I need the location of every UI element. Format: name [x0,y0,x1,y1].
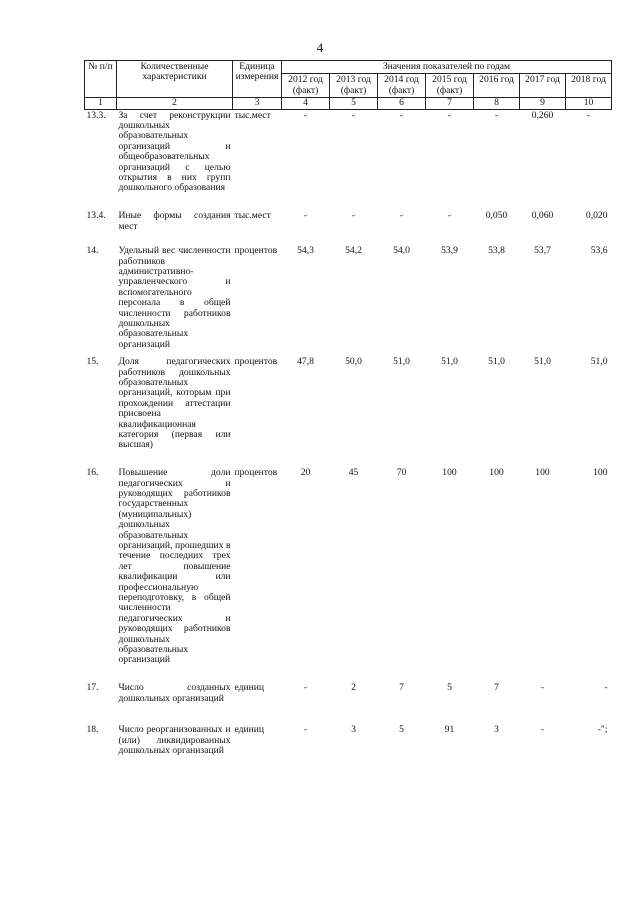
row-value: 53,9 [441,245,458,257]
page-number: 4 [316,40,324,55]
row-value: 53,7 [534,245,551,257]
row-value: 20 [300,467,311,479]
row-label: Доля педагогических работников дошкольных образовательных организаций, которым при прохождении аттестации присвоена квалификационная категория (первая или высшая) [118,356,231,451]
column-number: 2 [117,98,233,109]
table-row [85,682,612,724]
row-value: 0,050 [485,210,508,222]
header-year: 2016 год [474,74,520,98]
row-unit: процентов [234,245,278,257]
row-value: 100 [535,467,550,479]
table-row [85,724,612,774]
table-row [85,210,612,245]
row-value: - [303,724,308,736]
row-value: - [494,109,499,121]
column-number: 3 [233,98,282,109]
header-year: 2017 год [520,74,566,98]
row-value: 91 [444,724,455,736]
row-label: За счет реконструкции дошкольных образовательных организаций и общеобразовательных организаций с целью открытия в них групп дошкольного образования [118,109,231,194]
row-value: 7 [494,682,499,694]
row-value: 50,0 [345,356,362,368]
row-number: 13.3. [86,109,106,121]
row-value: 100 [489,467,504,479]
row-number: 18. [86,724,99,736]
column-number: 7 [426,98,474,109]
row-value: 0,020 [585,210,608,222]
row-value: - [586,109,591,121]
column-numbers-row [85,98,612,109]
row-unit: тыс.мест [234,109,271,121]
row-value: 3 [351,724,356,736]
header-year: 2018 год [566,74,612,98]
row-value: - [447,210,452,222]
row-value: 51,0 [534,356,551,368]
row-unit: единиц [234,724,265,736]
row-value: 5 [447,682,452,694]
row-value: 3 [494,724,499,736]
row-value: - [540,682,545,694]
row-value: 0,060 [531,210,554,222]
row-value: - [399,210,404,222]
row-value: 51,0 [393,356,410,368]
column-number: 4 [282,98,330,109]
row-value: 51,0 [441,356,458,368]
column-number: 6 [378,98,426,109]
table-row [85,109,612,210]
table-row [85,467,612,682]
row-value: -"; [597,724,608,736]
header-unit: Единица измерения [233,61,282,98]
header-year: 2012 год (факт) [282,74,330,98]
row-unit: единиц [234,682,265,694]
row-value: 70 [396,467,407,479]
row-value: - [351,109,356,121]
row-value: 7 [399,682,404,694]
row-value: 100 [442,467,457,479]
row-value: 0,260 [531,109,554,121]
header-num: № п/п [85,61,117,98]
row-value: 47,8 [297,356,314,368]
row-number: 14. [86,245,99,257]
row-value: - [399,109,404,121]
row-value: 53,8 [488,245,505,257]
row-value: - [351,210,356,222]
row-number: 17. [86,682,99,694]
row-value: 54,0 [393,245,410,257]
column-number: 1 [85,98,117,109]
row-value: 54,3 [297,245,314,257]
indicators-table [84,60,612,774]
header-year: 2015 год (факт) [426,74,474,98]
row-number: 16. [86,467,99,479]
row-label: Удельный вес численности работников административно-управленческого и вспомогательного персонала в общей численности работников дошкольных образовательных организаций [118,245,231,350]
column-number: 10 [566,98,612,109]
row-value: - [447,109,452,121]
row-value: - [540,724,545,736]
header-values-group: Значения показателей по годам [282,61,612,74]
column-number: 9 [520,98,566,109]
row-value: 5 [399,724,404,736]
table-row [85,245,612,356]
row-value: 53,6 [590,245,608,257]
header-characteristics: Количественные характеристики [117,61,233,98]
row-label: Повышение доли педагогических и руководящих работников государственных (муниципальных) дошкольных образовательных организаций, прошедших в течение последних трех лет повышение квалификации или профессиональную переподготовку, в общей численности педагогических и руководящих работников дошкольных образовательных организаций [118,467,231,666]
row-value: 100 [593,467,608,479]
header-year: 2013 год (факт) [330,74,378,98]
row-value: - [303,210,308,222]
row-value: 51,0 [488,356,505,368]
row-label: Число реорганизованных и (или) ликвидированных дошкольных организаций [118,724,231,756]
row-number: 15. [86,356,99,368]
table-row [85,356,612,467]
row-value: - [303,682,308,694]
column-number: 8 [474,98,520,109]
row-unit: тыс.мест [234,210,271,222]
column-number: 5 [330,98,378,109]
row-value: 51,0 [590,356,608,368]
row-value: 54,2 [345,245,362,257]
row-number: 13.4. [86,210,106,222]
row-value: 2 [351,682,356,694]
row-label: Иные формы создания мест [118,210,231,232]
row-value: - [604,682,608,694]
row-label: Число созданных дошкольных организаций [118,682,231,704]
header-year: 2014 год (факт) [378,74,426,98]
row-value: - [303,109,308,121]
row-unit: процентов [234,467,278,479]
row-value: 45 [348,467,359,479]
row-unit: процентов [234,356,278,368]
